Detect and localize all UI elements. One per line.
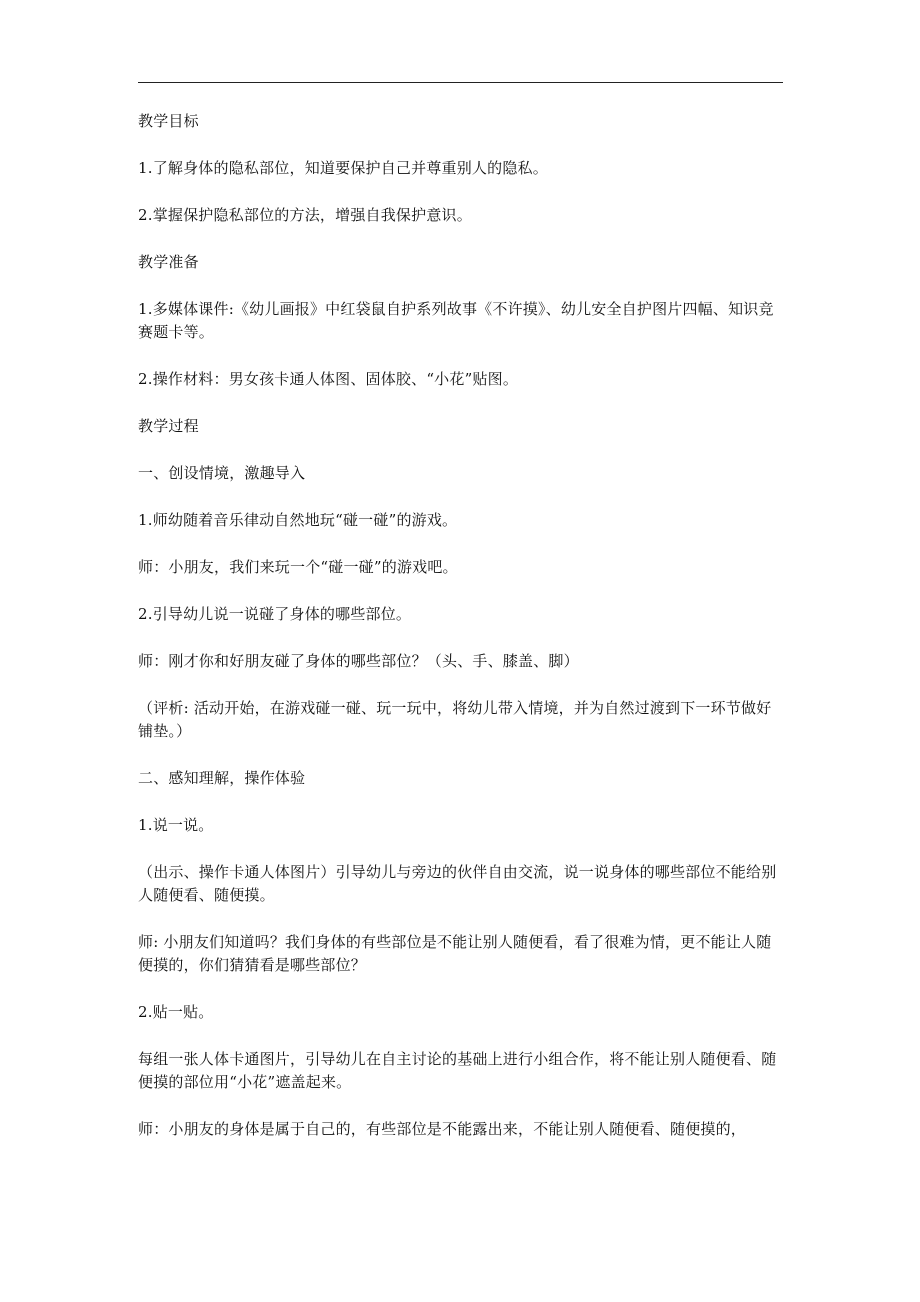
commentary: （评析: 活动开始，在游戏碰一碰、玩一玩中，将幼儿带入情境，并为自然过渡到下一环节做好铺垫。） [138, 699, 772, 740]
step-item: 1.师幼随着音乐律动自然地玩“碰一碰”的游戏。 [138, 511, 458, 529]
document-body [138, 110, 784, 1165]
instruction-text: 每组一张人体卡通图片，引导幼儿在自主讨论的基础上进行小组合作，将不能让别人随便看、随便摸的部位用“小花”遮盖起来。 [138, 1050, 777, 1091]
teacher-line: 师：刚才你和好朋友碰了身体的哪些部位？（头、手、膝盖、脚） [138, 652, 579, 670]
instruction-text: （出示、操作卡通人体图片）引导幼儿与旁边的伙伴自由交流，说一说身体的哪些部位不能给别人随便看、随便摸。 [138, 863, 777, 904]
preparation-item: 1.多媒体课件:《幼儿画报》中红袋鼠自护系列故事《不许摸》、幼儿安全自护图片四幅、知识竞赛题卡等。 [138, 300, 774, 341]
heading-preparation: 教学准备 [138, 253, 199, 271]
header-rule [138, 82, 783, 83]
teacher-line: 师：小朋友的身体是属于自己的，有些部位是不能露出来，不能让别人随便看、随便摸的， [138, 1120, 747, 1138]
step-item: 2.引导幼儿说一说碰了身体的哪些部位。 [138, 605, 412, 623]
step-item: 2.贴一贴。 [138, 1003, 214, 1021]
heading-process: 教学过程 [138, 417, 199, 435]
section-heading: 一、创设情境，激趣导入 [138, 464, 306, 482]
preparation-item: 2.操作材料：男女孩卡通人体图、固体胶、“小花”贴图。 [138, 370, 519, 388]
heading-objectives: 教学目标 [138, 112, 199, 130]
teacher-line: 师：小朋友，我们来玩一个“碰一碰”的游戏吧。 [138, 558, 458, 576]
step-item: 1.说一说。 [138, 816, 214, 834]
section-heading: 二、感知理解，操作体验 [138, 769, 306, 787]
objective-item: 1.了解身体的隐私部位，知道要保护自己并尊重别人的隐私。 [138, 159, 548, 177]
teacher-line: 师: 小朋友们知道吗？我们身体的有些部位是不能让别人随便看，看了很难为情，更不能让人随便摸的，你们猜猜看是哪些部位？ [138, 933, 772, 974]
objective-item: 2.掌握保护隐私部位的方法，增强自我保护意识。 [138, 206, 472, 224]
